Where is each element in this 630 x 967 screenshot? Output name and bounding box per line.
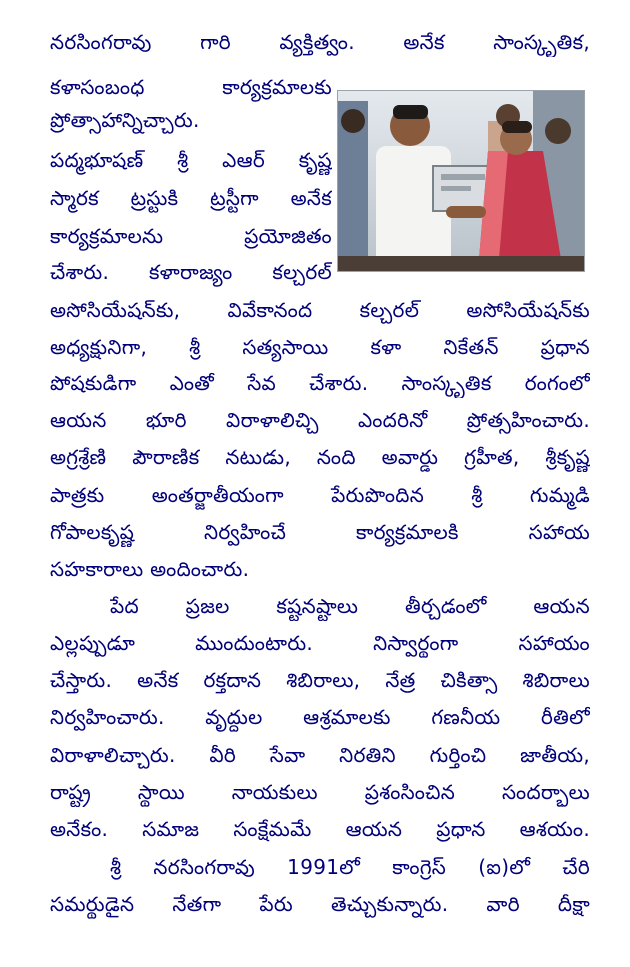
text-line: గోపాలకృష్ణ నిర్వహించే కార్యక్రమాలకి సహాయ [50, 520, 590, 544]
text-line: సహకారాలు అందించారు. [50, 557, 250, 581]
text-line: చేశారు. కళారాజ్యం కల్చరల్ [50, 260, 332, 284]
text-line: కళాసంబంధ కార్యక్రమాలకు [50, 75, 332, 99]
text-line: అనేకం. సమాజ సంక్షేమమే ఆయన ప్రధాన ఆశయం. [50, 817, 590, 841]
text-line: రాష్ట్ర స్థాయి నాయకులు ప్రశంసించిన సందర్భాలు [50, 780, 590, 804]
text-line: పద్మభూషణ్ శ్రీ ఎఆర్ కృష్ణ [50, 148, 332, 172]
text-line: అధ్యక్షునిగా, శ్రీ సత్యసాయి కళా నికేతన్ ప్రధాన [50, 335, 590, 359]
text-line: ప్రోత్సాహాన్నిచ్చారు. [50, 108, 200, 132]
text-line: అసోసియేషన్‌కు, వివేకానంద కల్చరల్ అసోసియేషన్‌కు [50, 298, 590, 322]
inset-photo [337, 90, 585, 272]
text-line: పోషకుడిగా ఎంతో సేవ చేశారు. సాంస్కృతిక రంగంలో [50, 371, 590, 395]
text-line: శ్రీ నరసింగరావు 1991లో కాంగ్రెస్ (ఐ)లో చేరి [110, 855, 590, 879]
text-line: నరసింగరావు గారి వ్యక్తిత్వం. అనేక సాంస్కృతిక, [50, 30, 590, 54]
photo-illustration [338, 91, 584, 271]
text-line: అగ్రశ్రేణి పౌరాణిక నటుడు, నంది అవార్డు గ్రహీత, శ్రీకృష్ణ [50, 445, 590, 469]
text-line: సమర్థుడైన నేతగా పేరు తెచ్చుకున్నారు. వారి దీక్షా [50, 892, 590, 916]
text-line: స్మారక ట్రస్టుకి ట్రస్టీగా అనేక [50, 186, 332, 210]
text-line: కార్యక్రమాలను ప్రయోజితం [50, 224, 332, 248]
text-line: చేస్తారు. అనేక రక్తదాన శిబిరాలు, నేత్ర చికిత్సా శిబిరాలు [50, 668, 590, 692]
text-line: పాత్రకు అంతర్జాతీయంగా పేరుపొందిన శ్రీ గుమ్మడి [50, 483, 590, 507]
text-line: ఎల్లప్పుడూ ముందుంటారు. నిస్వార్థంగా సహాయం [50, 631, 590, 655]
text-line: ఆయన భూరి విరాళాలిచ్చి ఎందరినో ప్రోత్సహించారు. [50, 408, 590, 432]
text-line: విరాళాలిచ్చారు. వీరి సేవా నిరతిని గుర్తించి జాతీయ, [50, 743, 590, 767]
text-line: పేద ప్రజల కష్టనష్టాలు తీర్చడంలో ఆయన [110, 594, 590, 618]
text-line: నిర్వహించారు. వృద్ధుల ఆశ్రమాలకు గణనీయ రీతిలో [50, 705, 590, 729]
